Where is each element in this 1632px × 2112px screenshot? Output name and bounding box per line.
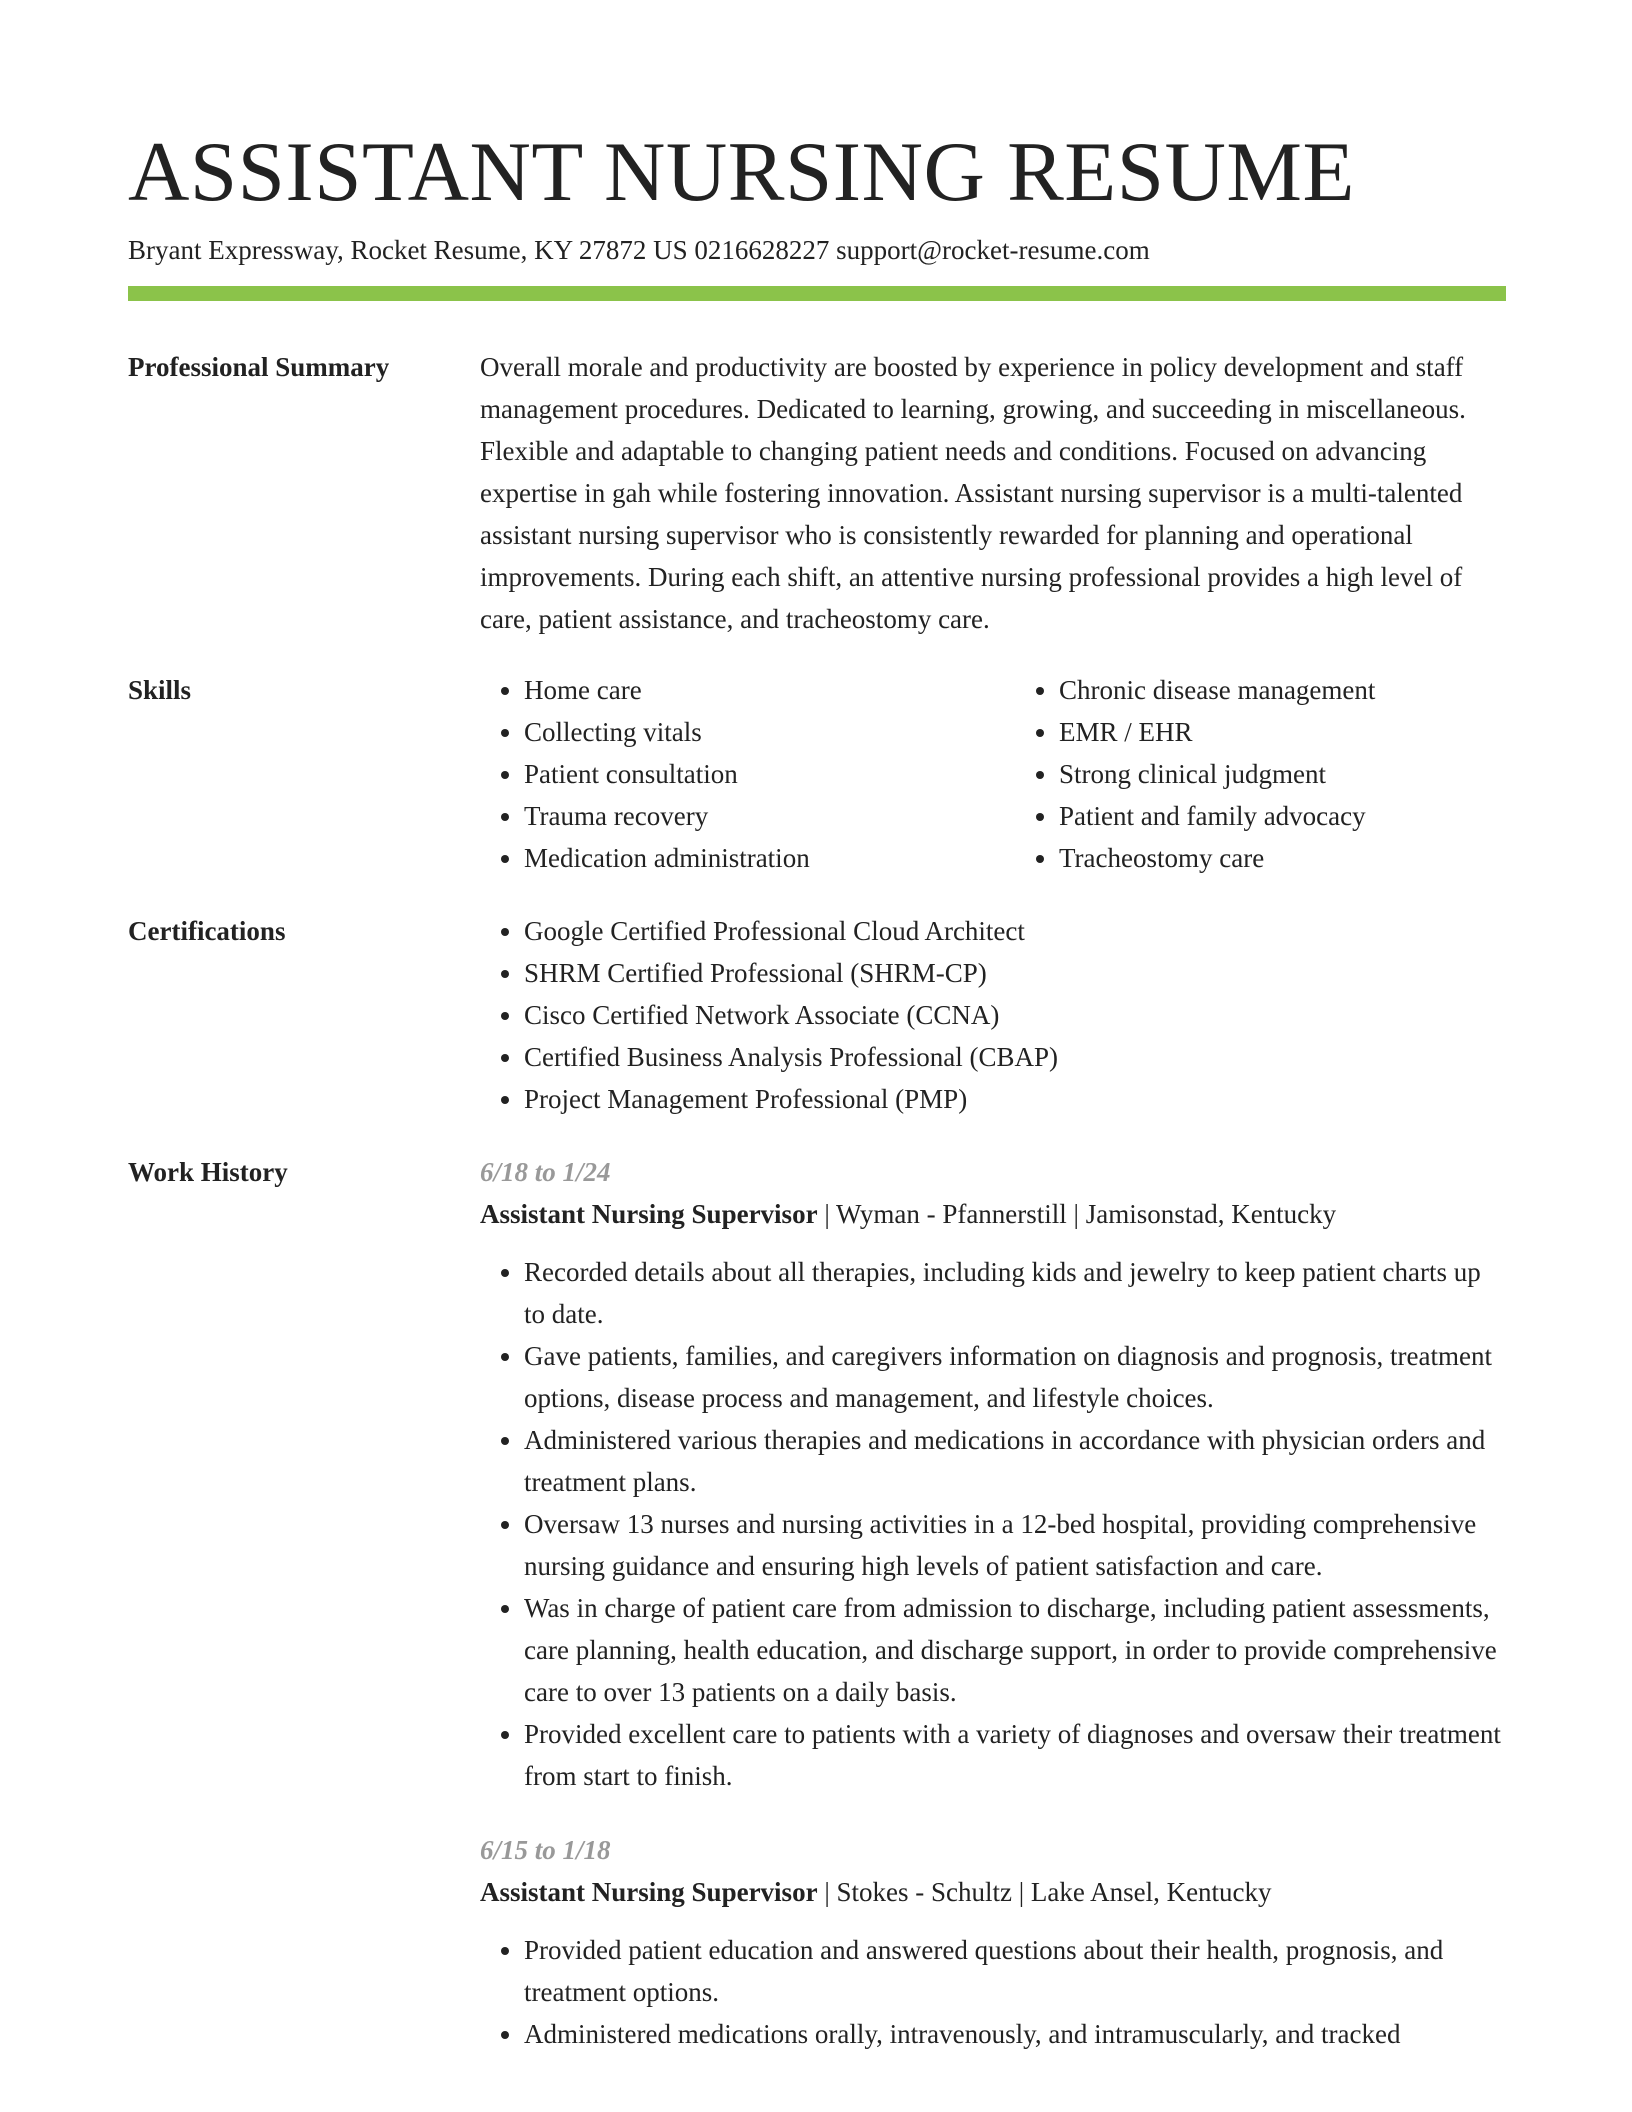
job-spacer xyxy=(480,1797,1506,1829)
job-heading xyxy=(480,1193,1506,1235)
skill-item: • Collecting vitals xyxy=(524,711,971,753)
skills-columns xyxy=(480,669,1506,879)
job-bullet: • Administered various therapies and medications in accordance with physician orders and treatment plans. xyxy=(524,1419,1506,1503)
job-entry xyxy=(480,1151,1506,1797)
summary-body xyxy=(480,346,1506,640)
certification-item: • Certified Business Analysis Professional (CBAP) xyxy=(524,1036,1506,1078)
section-label-skills: Skills xyxy=(128,675,192,705)
section-label-summary: Professional Summary xyxy=(128,352,390,382)
job-bullet: • Recorded details about all therapies, including kids and jewelry to keep patient charts up to date. xyxy=(524,1251,1506,1335)
job-employer-location: | Wyman - Pfannerstill | Jamisonstad, Kentucky xyxy=(817,1199,1337,1229)
job-bullet: • Provided patient education and answered questions about their health, prognosis, and treatment options. xyxy=(524,1929,1506,2013)
skills-list-right xyxy=(1015,669,1506,879)
job-heading xyxy=(480,1871,1506,1913)
accent-divider xyxy=(128,286,1506,301)
job-employer-location: | Stokes - Schultz | Lake Ansel, Kentucky xyxy=(817,1877,1272,1907)
job-bullets xyxy=(480,1251,1506,1797)
job-bullet: • Provided excellent care to patients with a variety of diagnoses and oversaw their treatment from start to finish. xyxy=(524,1713,1506,1797)
certifications-list xyxy=(480,910,1506,1120)
job-dates: 6/18 to 1/24 xyxy=(480,1157,611,1187)
skill-item: • Medication administration xyxy=(524,837,971,879)
certification-item: • Google Certified Professional Cloud Architect xyxy=(524,910,1506,952)
skill-item: • Patient consultation xyxy=(524,753,971,795)
certifications-body xyxy=(480,910,1506,1120)
job-bullet: • Administered medications orally, intravenously, and intramuscularly, and tracked xyxy=(524,2013,1506,2055)
job-entry xyxy=(480,1829,1506,2055)
skills-body xyxy=(480,669,1506,879)
job-title: Assistant Nursing Supervisor xyxy=(480,1199,818,1229)
skill-item: • Home care xyxy=(524,669,971,711)
job-bullet: • Gave patients, families, and caregivers information on diagnosis and prognosis, treatment options, disease process and management, and lifestyle choices. xyxy=(524,1335,1506,1419)
job-bullet: • Was in charge of patient care from admission to discharge, including patient assessments, care planning, health education, and discharge support, in order to provide comprehensive care to over 13 patients on a daily basis. xyxy=(524,1587,1506,1713)
skill-item: • Patient and family advocacy xyxy=(1059,795,1506,837)
work-history-body xyxy=(480,1151,1506,2055)
certification-item: • Project Management Professional (PMP) xyxy=(524,1078,1506,1120)
certification-item: • SHRM Certified Professional (SHRM-CP) xyxy=(524,952,1506,994)
skills-list-left xyxy=(480,669,971,879)
section-label-work-history: Work History xyxy=(128,1157,288,1187)
job-title: Assistant Nursing Supervisor xyxy=(480,1877,818,1907)
skill-item: • Chronic disease management xyxy=(1059,669,1506,711)
job-bullets xyxy=(480,1929,1506,2055)
job-bullet: • Oversaw 13 nurses and nursing activities in a 12-bed hospital, providing comprehensive nursing guidance and ensuring high levels of patient satisfaction and care. xyxy=(524,1503,1506,1587)
certification-item: • Cisco Certified Network Associate (CCNA) xyxy=(524,994,1506,1036)
summary-text: Overall morale and productivity are boosted by experience in policy development and staff management procedures. Dedicated to learning, growing, and succeeding in miscellaneous. Flexible and adaptable to changing patient needs and conditions. Focused on advancing expertise in gah while fostering innovation. Assistant nursing supervisor is a multi-talented assistant nursing supervisor who is consistently rewarded for planning and operational improvements. During each shift, an attentive nursing professional provides a high level of care, patient assistance, and tracheostomy care. xyxy=(480,352,1466,634)
job-dates: 6/15 to 1/18 xyxy=(480,1835,611,1865)
section-label-certifications: Certifications xyxy=(128,916,286,946)
skill-item: • Tracheostomy care xyxy=(1059,837,1506,879)
resume-title: ASSISTANT NURSING RESUME xyxy=(128,125,1355,219)
skill-item: • Trauma recovery xyxy=(524,795,971,837)
skill-item: • Strong clinical judgment xyxy=(1059,753,1506,795)
contact-line: Bryant Expressway, Rocket Resume, KY 27872 US 0216628227 support@rocket-resume.com xyxy=(128,235,1150,265)
skill-item: • EMR / EHR xyxy=(1059,711,1506,753)
